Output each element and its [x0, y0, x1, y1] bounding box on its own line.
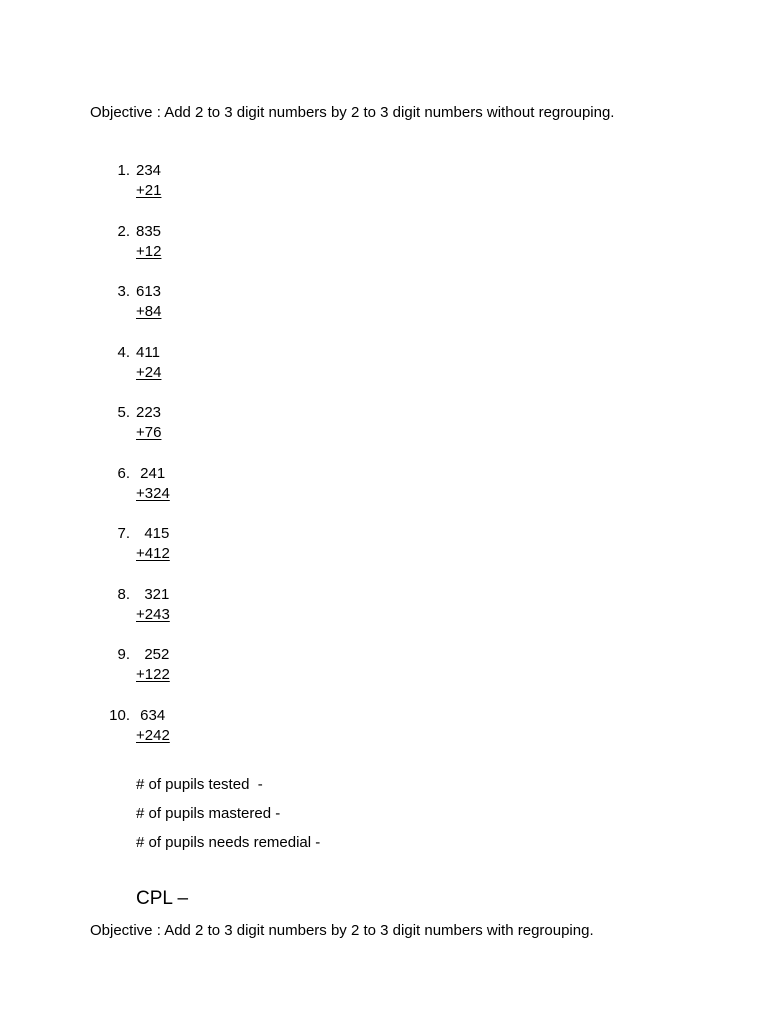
addend-bottom: +412 — [136, 545, 170, 562]
pupil-stats — [136, 776, 320, 863]
problem-item — [0, 586, 768, 647]
pupils-remedial-line: # of pupils needs remedial - — [136, 834, 321, 851]
problem-number: 9. — [117, 646, 130, 663]
problem-number: 5. — [117, 404, 130, 421]
problem-number: 3. — [117, 283, 130, 300]
pupils-mastered-line: # of pupils mastered - — [136, 805, 281, 822]
addend-top: 241 — [136, 464, 166, 482]
problem-item — [0, 646, 768, 707]
problem-number: 2. — [117, 222, 130, 240]
problem-number: 1. — [117, 162, 130, 179]
addend-bottom: +243 — [136, 605, 170, 623]
addend-bottom: +76 — [136, 424, 162, 441]
problem-number: 4. — [117, 343, 130, 361]
problem-number: 6. — [117, 464, 130, 482]
problem-number: 8. — [117, 585, 130, 603]
problem-number: 10. — [109, 706, 130, 724]
objective-heading-2: Objective : Add 2 to 3 digit numbers by 2 to 3 digit numbers with regrouping. — [90, 922, 594, 939]
problem-item — [0, 223, 768, 284]
problem-item — [0, 283, 768, 344]
objective-heading: Objective : Add 2 to 3 digit numbers by 2 to 3 digit numbers without regrouping. — [90, 104, 615, 121]
addend-top: 234 — [136, 162, 162, 179]
problem-item — [0, 707, 768, 768]
addend-bottom: +84 — [136, 303, 162, 320]
addend-top: 321 — [136, 585, 170, 603]
addend-top: 223 — [136, 404, 162, 421]
problem-number: 7. — [117, 525, 130, 542]
addend-bottom: +21 — [136, 182, 162, 199]
problem-item — [0, 404, 768, 465]
addend-top: 252 — [136, 646, 170, 663]
problem-item — [0, 525, 768, 586]
addend-top: 835 — [136, 222, 162, 240]
addend-top: 411 — [136, 343, 160, 361]
addend-top: 415 — [136, 525, 170, 542]
addend-bottom: +324 — [136, 484, 170, 502]
addend-top: 613 — [136, 283, 162, 300]
problem-item — [0, 344, 768, 405]
cpl-label: CPL – — [136, 888, 189, 909]
problem-list — [0, 162, 768, 767]
addend-bottom: +122 — [136, 666, 170, 683]
pupils-tested-line: # of pupils tested - — [136, 776, 263, 793]
addend-bottom: +242 — [136, 726, 170, 744]
addend-top: 634 — [136, 706, 166, 724]
addend-bottom: +12 — [136, 242, 162, 260]
problem-item — [0, 162, 768, 223]
addend-bottom: +24 — [136, 363, 162, 381]
problem-item — [0, 465, 768, 526]
